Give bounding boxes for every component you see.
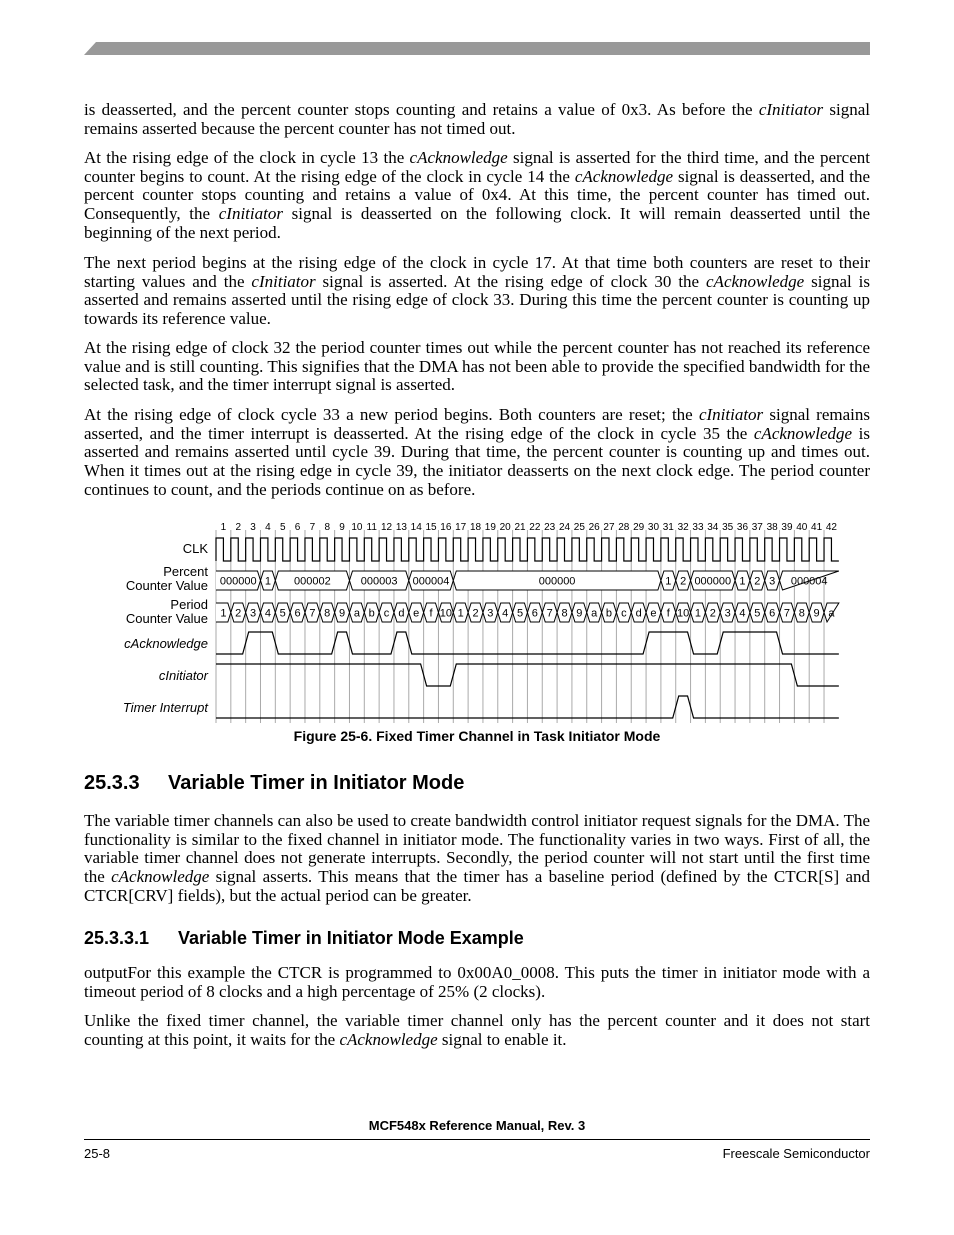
signal-name: cInitiator <box>251 271 316 291</box>
percent-counter-value: 000004 <box>790 575 828 588</box>
period-counter-value: a <box>353 607 360 620</box>
percent-counter-value: 1 <box>665 575 672 588</box>
cycle-tick-label: 27 <box>603 522 615 533</box>
percent-counter-value: 000000 <box>694 575 732 588</box>
cycle-tick-label: 33 <box>692 522 704 533</box>
period-counter-value: 5 <box>279 607 286 620</box>
cycle-tick-label: 12 <box>380 522 393 533</box>
cycle-tick-label: 24 <box>558 522 571 533</box>
percent-counter-value: 000004 <box>412 575 450 588</box>
cycle-tick-label: 17 <box>455 522 467 533</box>
cycle-tick-label: 20 <box>499 522 511 533</box>
percent-counter-value: 000003 <box>360 575 398 588</box>
period-counter-label: Counter Value <box>125 611 208 626</box>
period-counter-value: b <box>605 607 613 620</box>
section-number: 25.3.3 <box>84 772 140 794</box>
period-counter-value: 3 <box>250 607 257 620</box>
footer-company: Freescale Semiconductor <box>722 1146 870 1161</box>
period-counter-value: 9 <box>813 607 820 620</box>
percent-counter-value: 3 <box>769 575 776 588</box>
cycle-tick-label: 6 <box>294 522 301 533</box>
signal-name: cInitiator <box>758 100 824 119</box>
paragraph: is deasserted, and the percent counter stops counting and retains a value of 0x3. As before the cInitiator signal remains asserted because the percent counter has not timed out. <box>84 100 870 138</box>
cycle-tick-label: 22 <box>529 522 541 533</box>
period-counter-value: 4 <box>739 607 746 620</box>
signal-name: cAcknowledge <box>753 423 853 443</box>
cycle-tick-label: 42 <box>825 522 838 533</box>
period-counter-value: 1 <box>220 607 227 620</box>
period-counter-value: 2 <box>235 607 242 620</box>
period-counter-value: f <box>666 607 670 620</box>
period-counter-value: e <box>650 607 657 620</box>
period-counter-value: 5 <box>516 607 524 620</box>
section-heading <box>84 772 464 795</box>
footer-rule <box>84 1139 870 1140</box>
signal-name: cInitiator <box>218 204 283 224</box>
percent-counter-value: 000002 <box>294 575 331 588</box>
period-counter-value: 1 <box>694 607 702 620</box>
cycle-tick-label: 38 <box>766 522 778 533</box>
signal-name: cAcknowledge <box>111 867 210 887</box>
cinitiator-label: cInitiator <box>158 668 208 683</box>
clk-label: CLK <box>182 541 208 556</box>
cycle-tick-label: 23 <box>544 522 556 533</box>
signal-name: cInitiator <box>698 405 764 424</box>
paragraph: outputFor this example the CTCR is programmed to 0x00A0_0008. This puts the timer in initiator mode with a timeout period of 8 clocks and a high percentage of 25% (2 clocks). <box>84 963 870 1001</box>
period-counter-value: 6 <box>294 607 301 620</box>
paragraph: At the rising edge of clock 32 the period counter times out while the percent counter has not reached its reference value and is still counting. This signifies that the DMA has not been able to provide the specified bandwidth for the selected task, and the timer interrupt signal is asserted. <box>84 338 870 395</box>
period-counter-value: 7 <box>309 607 316 620</box>
cycle-tick-label: 10 <box>351 522 363 533</box>
percent-counter-value: 1 <box>264 575 271 588</box>
cycle-tick-label: 7 <box>309 522 316 533</box>
period-counter-value: 3 <box>487 607 494 620</box>
period-counter-value: 7 <box>783 607 791 620</box>
cycle-tick-label: 34 <box>707 522 719 533</box>
period-counter-value: 10 <box>677 607 690 620</box>
percent-counter-label: Percent <box>163 564 208 579</box>
percent-counter-label: Counter Value <box>125 578 208 593</box>
percent-counter-value: 2 <box>680 575 687 588</box>
period-counter-value: c <box>621 607 627 620</box>
cycle-tick-label: 8 <box>324 522 331 533</box>
period-counter-value: 4 <box>502 607 509 620</box>
signal-name: cAcknowledge <box>339 1029 438 1049</box>
cycle-tick-label: 11 <box>366 522 377 533</box>
cycle-tick-label: 5 <box>279 522 286 533</box>
period-counter-value: 2 <box>709 607 716 620</box>
cycle-tick-label: 18 <box>469 522 482 533</box>
paragraph: At the rising edge of clock cycle 33 a new period begins. Both counters are reset; the cInitiator signal remains asserted, and the timer interrupt is deasserted. At the rising edge of the clock in cycle 35 the cAcknowledge is asserted and remains asserted until cycle 39. During that time, the percent counter is counting up and times out. When it times out at the rising edge in cycle 39, the initiator deasserts on the next clock edge. The period counter continues to count, and the periods continue on as before. <box>84 405 871 499</box>
signal-name: cAcknowledge <box>574 166 674 186</box>
period-counter-value: 7 <box>546 607 553 620</box>
period-counter-value: 2 <box>472 607 479 620</box>
period-counter-value: 1 <box>457 607 464 620</box>
page-number: 25-8 <box>84 1146 111 1161</box>
period-counter-value: a <box>591 607 598 620</box>
cycle-tick-label: 15 <box>425 522 437 533</box>
period-counter-value: a <box>828 607 835 620</box>
subsection-number: 25.3.3.1 <box>84 928 150 948</box>
percent-counter-value: 000000 <box>538 575 576 588</box>
section-title: Variable Timer in Initiator Mode <box>168 772 465 794</box>
cycle-tick-label: 41 <box>811 522 823 533</box>
period-counter-value: c <box>383 607 390 620</box>
percent-counter-value: 000000 <box>219 575 257 588</box>
cycle-tick-label: 30 <box>647 522 660 533</box>
period-counter-value: b <box>368 607 375 620</box>
cycle-tick-label: 29 <box>633 522 645 533</box>
percent-counter-value: 2 <box>754 575 761 588</box>
subsection-heading <box>84 928 524 949</box>
signal-name: cAcknowledge <box>409 148 508 167</box>
cycle-tick-label: 3 <box>250 522 256 533</box>
paragraph: Unlike the fixed timer channel, the variable timer channel only has the percent counter and it does not start counting at this point, it waits for the cAcknowledge signal to enable it. <box>84 1011 870 1049</box>
signal-name: cAcknowledge <box>706 271 805 291</box>
cycle-tick-label: 35 <box>722 522 734 533</box>
period-counter-value: 6 <box>531 607 538 620</box>
period-counter-value: 5 <box>754 607 761 620</box>
cycle-tick-label: 25 <box>573 522 585 533</box>
cycle-tick-label: 16 <box>440 522 452 533</box>
period-counter-label: Period <box>170 597 208 612</box>
cycle-tick-label: 31 <box>662 522 674 533</box>
period-counter-value: 8 <box>561 607 568 620</box>
header-bar <box>84 42 870 55</box>
timing-diagram <box>0 510 954 728</box>
paragraph: The variable timer channels can also be used to create bandwidth control initiator request signals for the DMA. The functionality is similar to the fixed channel in initiator mode. The functionality varies in two ways. First of all, the variable timer channel does not generate interrupts. Secondly, the period counter will not start until the first time the cAcknowledge signal asserts. This means that the timer has a baseline period (defined by the CTCR[S] and CTCR[CRV] fields), but the actual period can be greater. <box>84 811 870 905</box>
clk-waveform <box>216 538 839 561</box>
timer-interrupt-label: Timer Interrupt <box>122 700 208 715</box>
percent-counter-value: 1 <box>739 575 746 588</box>
period-counter-value: 6 <box>769 607 776 620</box>
period-counter-value: d <box>635 607 642 620</box>
paragraph: The next period begins at the rising edge of the clock in cycle 17. At that time both counters are reset to their starting values and the cInitiator signal is asserted. At the rising edge of clock 30 the cAcknowledge signal is asserted and remains asserted until the rising edge of clock 33. During this time the percent counter is counting up towards its reference value. <box>84 253 870 329</box>
cycle-tick-label: 40 <box>796 522 808 533</box>
cycle-tick-label: 13 <box>395 522 407 533</box>
period-counter-value: 9 <box>338 607 346 620</box>
subsection-title: Variable Timer in Initiator Mode Example <box>178 928 524 948</box>
period-counter-value: 3 <box>724 607 731 620</box>
cycle-tick-label: 26 <box>588 522 600 533</box>
period-counter-value: 8 <box>798 607 805 620</box>
cycle-tick-label: 19 <box>484 522 496 533</box>
cycle-tick-label: 2 <box>235 522 242 533</box>
figure-caption: Figure 25-6. Fixed Timer Channel in Task Initiator Mode <box>293 728 661 744</box>
cycle-tick-label: 28 <box>618 522 630 533</box>
cacknowledge-label: cAcknowledge <box>124 636 208 651</box>
cycle-tick-label: 1 <box>220 522 227 533</box>
cycle-tick-label: 21 <box>514 522 526 533</box>
paragraph: At the rising edge of the clock in cycle 13 the cAcknowledge signal is asserted for the third time, and the percent counter begins to count. At the rising edge of the clock in cycle 14 the cAcknowledge signal is deasserted, and the percent counter stops counting and retains a value of 0x4. At this time, the percent counter has timed out. Consequently, the cInitiator signal is deasserted on the following clock. It will remain deasserted until the beginning of the next period. <box>84 148 871 242</box>
cycle-tick-label: 37 <box>751 522 763 533</box>
footer-title: MCF548x Reference Manual, Rev. 3 <box>368 1118 586 1133</box>
period-counter-value: 8 <box>324 607 331 620</box>
cycle-tick-label: 32 <box>677 522 689 533</box>
cycle-tick-label: 4 <box>265 522 271 533</box>
period-counter-value: 10 <box>439 607 452 620</box>
period-counter-value: 9 <box>576 607 583 620</box>
period-counter-value: f <box>429 607 433 620</box>
period-counter-value: d <box>398 607 405 620</box>
period-counter-value: e <box>413 607 420 620</box>
cycle-tick-label: 14 <box>410 522 422 533</box>
cycle-tick-label: 9 <box>339 522 345 533</box>
cycle-tick-label: 36 <box>736 522 749 533</box>
period-counter-value: 4 <box>264 607 271 620</box>
cycle-tick-label: 39 <box>781 522 793 533</box>
